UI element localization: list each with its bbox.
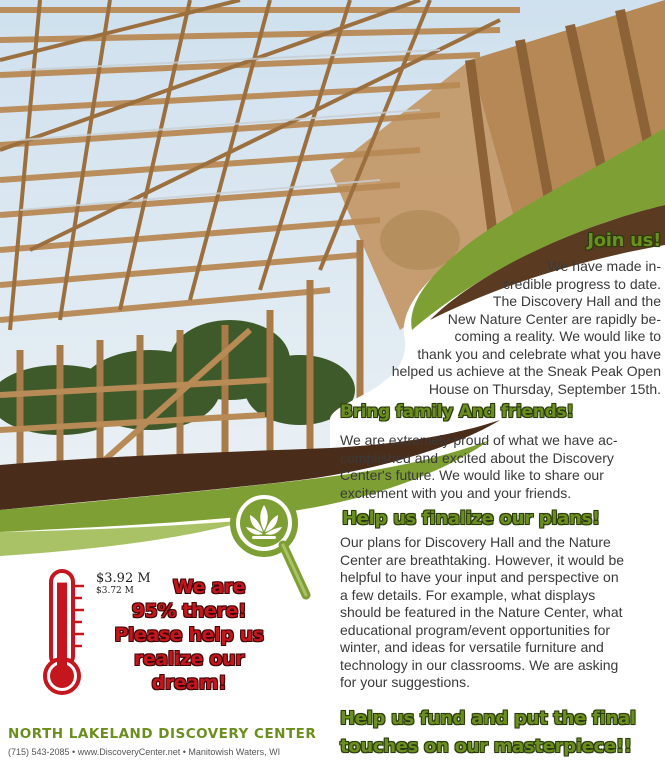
join-line: New Nature Center are rapidly be- (447, 310, 661, 327)
finalize-line: winter, and ideas for versatile furniture and (340, 639, 604, 655)
bring-line: excitement with you and your friends. (340, 484, 572, 501)
finalize-paragraph (340, 534, 624, 692)
organization-name: NORTH LAKELAND DISCOVERY CENTER (8, 726, 317, 742)
join-paragraph (392, 258, 661, 398)
finalize-line: helpful to have your input and perspective on (340, 569, 619, 585)
message-line: Please help us (114, 624, 264, 646)
message-line: 95% there! (131, 600, 247, 622)
current-amount: $3.72 M (96, 586, 134, 596)
fund-heading-line1: Help us fund and put the final (340, 708, 636, 729)
join-line: credible progress to date. (503, 275, 661, 292)
finalize-line: educational program/event opportunities for (340, 621, 611, 638)
bring-line: We are extremely proud of what we have ac- (340, 432, 618, 448)
finalize-line: should be featured in the Nature Center, what (340, 604, 623, 620)
organization-contact: (715) 543-2085 • www.DiscoveryCenter.net • Manitowish Waters, WI (8, 747, 281, 757)
join-line: thank you and celebrate what you have (417, 345, 661, 362)
goal-amount: $3.92 M (96, 571, 151, 586)
bring-line: complished and excited about the Discovery (340, 449, 614, 466)
join-line: helped us achieve at the Sneak Peak Open (391, 363, 661, 379)
join-line: House on Thursday, September 15th. (428, 380, 661, 397)
thermometer-fill (57, 583, 67, 670)
join-line: coming a reality. We would like to (454, 328, 661, 344)
thermometer-message (96, 575, 282, 695)
finalize-line: a few details. For example, what displays (340, 586, 596, 603)
join-line: We have made in- (547, 258, 661, 274)
finalize-heading: Help us finalize our plans! (342, 508, 600, 529)
finalize-line: Center are breathtaking. However, it would be (340, 551, 625, 568)
bring-line: Center's future. We would like to share our (340, 467, 604, 483)
finalize-line: Our plans for Discovery Hall and the Nature (340, 534, 611, 550)
bring-paragraph (340, 432, 618, 502)
join-heading: Join us! (587, 230, 661, 251)
join-line: The Discovery Hall and the (492, 293, 661, 309)
bring-heading: Bring family And friends! (340, 402, 574, 422)
message-line: We are (172, 576, 246, 598)
finalize-line: technology in our classrooms. We are asking (340, 656, 619, 673)
fund-heading-line2: touches on our masterpiece!! (340, 736, 632, 757)
finalize-line: for your suggestions. (340, 674, 470, 690)
message-line: realize our dream! (133, 648, 245, 694)
thermometer-icon (42, 568, 92, 703)
